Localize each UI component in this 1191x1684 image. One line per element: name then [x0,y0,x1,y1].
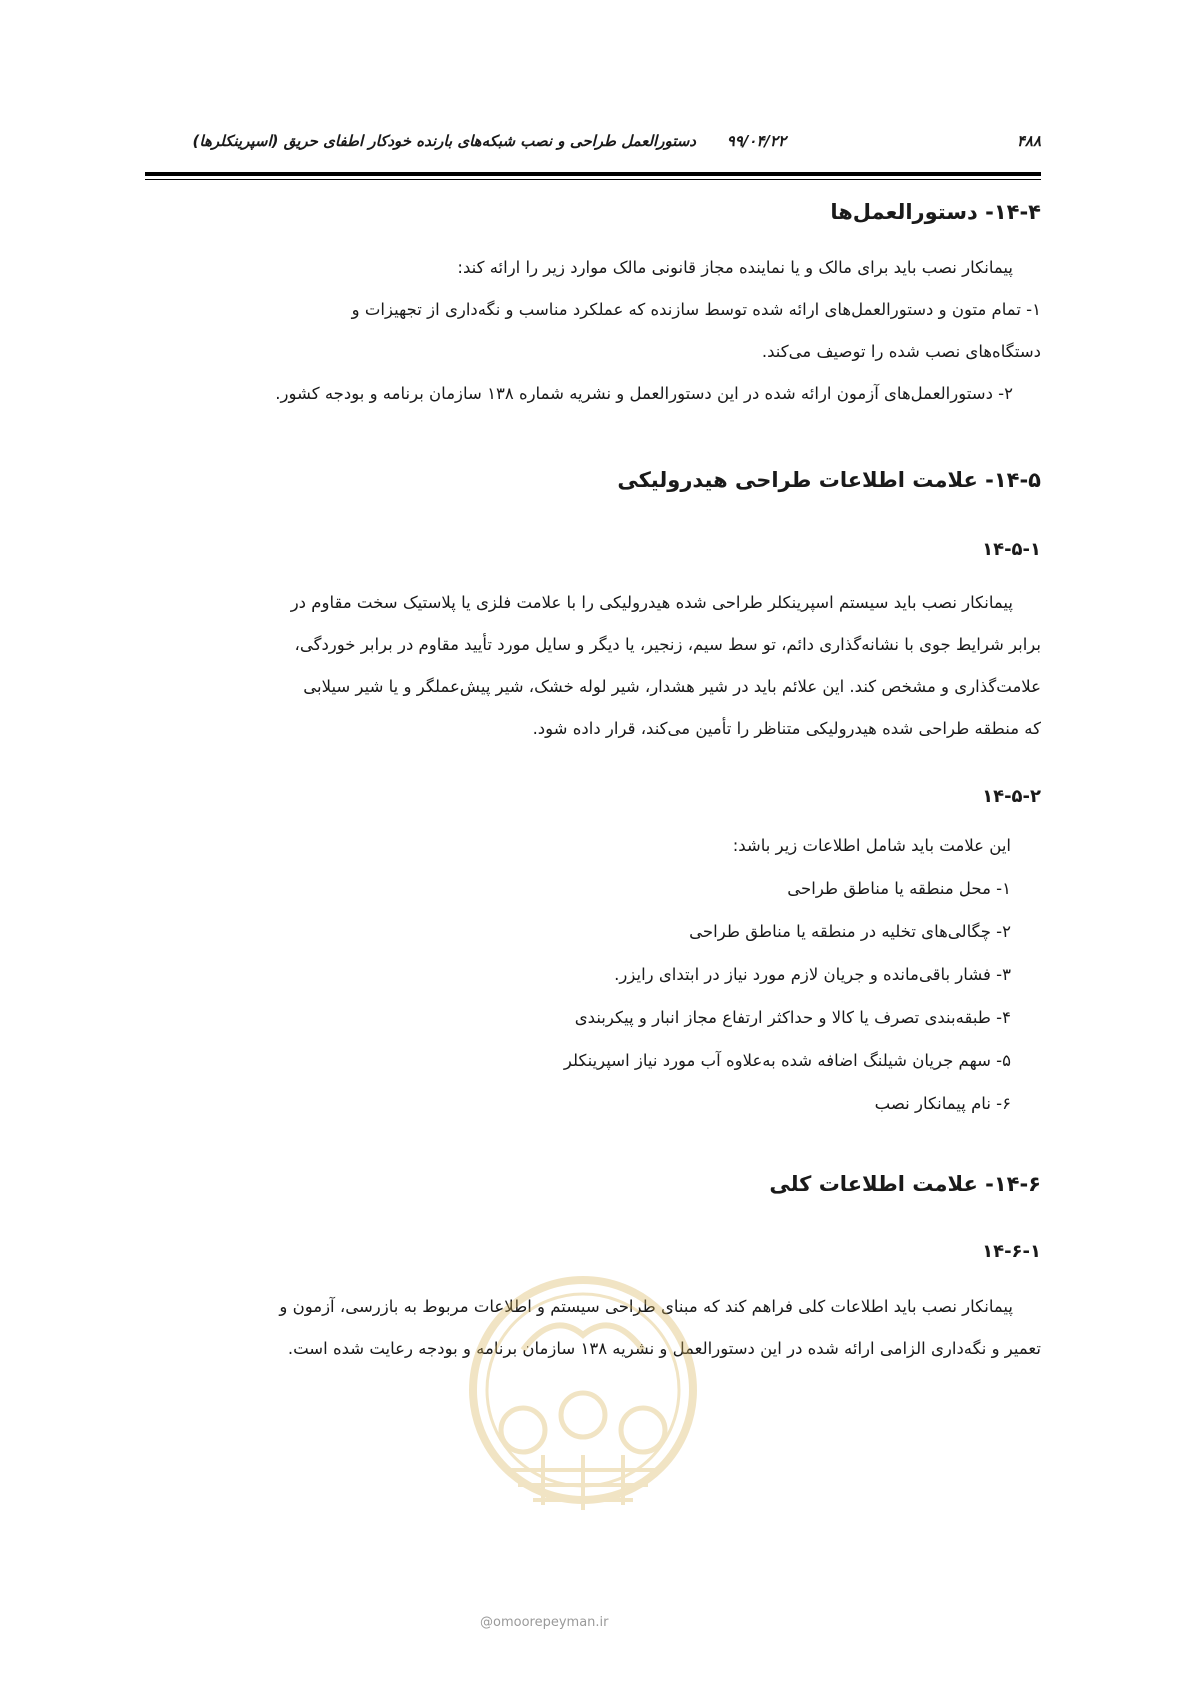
paragraph-line: ۱- تمام متون و دستورالعمل‌های ارائه شده توسط سازنده که عملکرد مناسب و نگه‌داری از تجهیزات و [351,300,1041,319]
section-heading-14-4: ۱۴-۴- دستورالعمل‌ها [830,200,1041,224]
paragraph-line: که منطقه طراحی شده هیدرولیکی متناظر را تأمین می‌کند، قرار داده شود. [532,719,1041,738]
paragraph-14-5-1 [150,582,1041,750]
section-heading-14-5: ۱۴-۵- علامت اطلاعات طراحی هیدرولیکی [617,468,1041,492]
paragraph-line: پیمانکار نصب باید برای مالک و یا نماینده مجاز قانونی مالک موارد زیر را ارائه کند: [457,258,1013,277]
list-item: ۵- سهم جریان شیلنگ اضافه شده به‌علاوه آب مورد نیاز اسپرینکلر [563,1051,1011,1070]
section-heading-14-6: ۱۴-۶- علامت اطلاعات کلی [769,1172,1041,1196]
paragraph-line: برابر شرایط جوی با نشانه‌گذاری دائم، تو سط سیم، زنجیر، یا دیگر و سایل مورد تأیید مقاوم در برابر خوردگی، [294,635,1041,654]
paragraph-line: علامت‌گذاری و مشخص کند. این علائم باید در شیر هشدار، شیر لوله خشک، شیر پیش‌عملگر و یا شیر سیلابی [303,677,1041,696]
list-item: ۳- فشار باقی‌مانده و جریان لازم مورد نیاز در ابتدای رایزر. [614,965,1011,984]
paragraph-line: تعمیر و نگه‌داری الزامی ارائه شده در این دستورالعمل و نشریه ۱۳۸ سازمان برنامه و بودجه رعایت شده است. [287,1339,1041,1358]
list-intro: این علامت باید شامل اطلاعات زیر باشد: [732,836,1011,855]
list-item: ۶- نام پیمانکار نصب [874,1094,1011,1113]
header-rule-thin [145,179,1041,180]
paragraph-line: پیمانکار نصب باید اطلاعات کلی فراهم کند که مبنای طراحی سیستم و اطلاعات مربوط به بازرسی، آزمون و [279,1297,1013,1316]
header-date: ۹۹/۰۴/۲۲ [726,132,786,150]
paragraph-line: ۲- دستورالعمل‌های آزمون ارائه شده در این دستورالعمل و نشریه شماره ۱۳۸ سازمان برنامه و بودجه کشور. [275,384,1013,403]
paragraph-line: دستگاه‌های نصب شده را توصیف می‌کند. [761,342,1041,361]
header-title: دستورالعمل طراحی و نصب شبکه‌های بارنده خودکار اطفای حریق (اسپرینکلرها) [192,132,696,150]
list-item: ۴- طبقه‌بندی تصرف یا کالا و حداکثر ارتفاع مجاز انبار و پیکربندی [574,1008,1011,1027]
subsection-14-6-1: ۱۴-۶-۱ [982,1241,1041,1262]
section-14-4-body [150,247,1041,415]
paragraph-line: پیمانکار نصب باید سیستم اسپرینکلر طراحی شده هیدرولیکی را با علامت فلزی یا پلاستیک سخت مقاوم در [290,593,1013,612]
watermark-url: @omoorepeyman.ir [480,1615,609,1630]
watermark-logo [463,1240,703,1540]
page-header [145,130,1041,160]
page-number: ۴۸۸ [1016,132,1041,150]
list-item: ۲- چگالی‌های تخلیه در منطقه یا مناطق طراحی [689,922,1011,941]
header-rule-thick [145,172,1041,176]
subsection-14-5-1: ۱۴-۵-۱ [982,539,1041,560]
subsection-14-5-2: ۱۴-۵-۲ [982,786,1041,807]
list-item: ۱- محل منطقه یا مناطق طراحی [787,879,1011,898]
